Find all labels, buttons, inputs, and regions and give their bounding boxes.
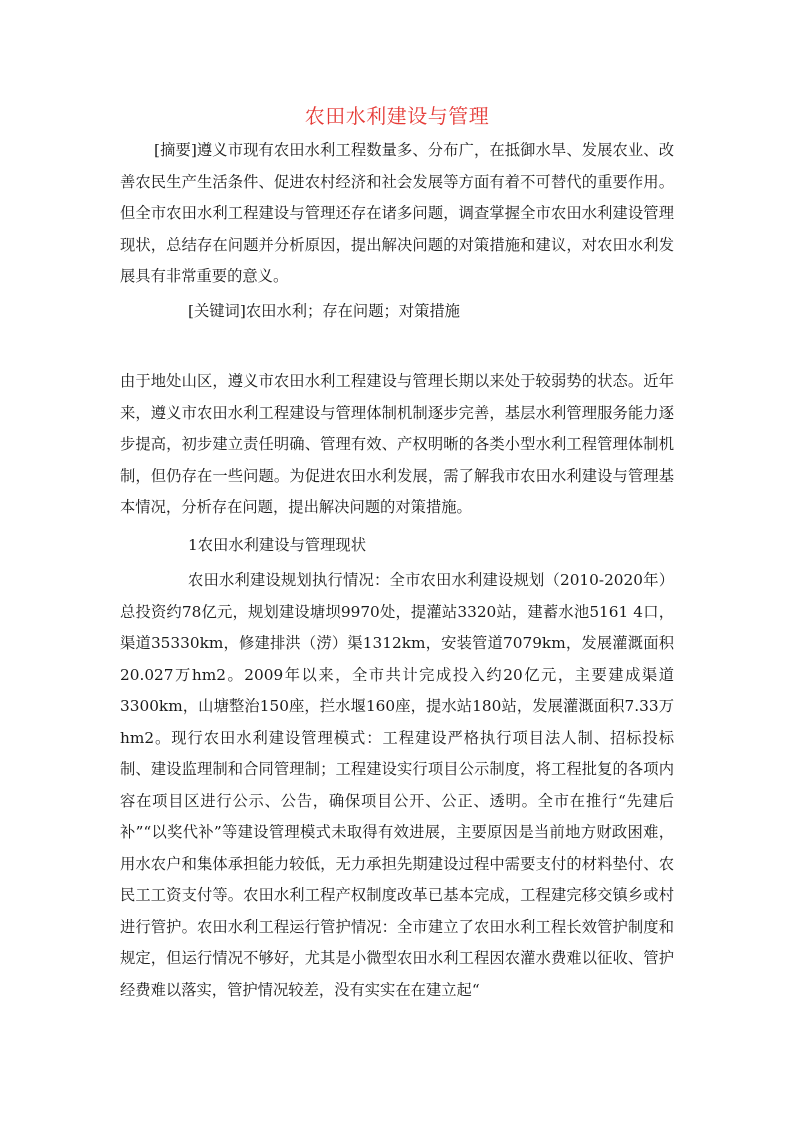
intro-paragraph: 由于地处山区，遵义市农田水利工程建设与管理长期以来处于较弱势的状态。近年来，遵义市农田水利工程建设与管理体制机制逐步完善，基层水利管理服务能力逐步提高，初步建立责任明确、管理有效、产权明晰的各类小型水利工程管理体制机制，但仍存在一些问题。为促进农田水利发展，需了解我市农田水利建设与管理基本情况，分析存在问题，提出解决问题的对策措施。 — [120, 372, 674, 516]
section-heading: 1农田水利建设与管理现状 — [188, 536, 366, 554]
body-paragraph: 农田水利建设规划执行情况：全市农田水利建设规划（2010-2020年）总投资约78亿元，规划建设塘坝9970处，提灌站3320站，建蓄水池5161 4口，渠道35330km，修建排洪（涝）渠1312km，安装管道7079km，发展灌溉面积20.027万hm2。2009年以来，全市共计完成投入约20亿元，主要建成渠道3300km，山塘整治150座，拦水堰160座，提水站180站，发展灌溉面积7.33万hm2。现行农田水利建设管理模式：工程建设严格执行项目法人制、招标投标制、建设监理制和合同管理制；工程建设实行项目公示制度，将工程批复的各项内容在项目区进行公示、公告，确保项目公开、公正、透明。全市在推行“先建后补”“以奖代补”等建设管理模式未取得有效进展，主要原因是当前地方财政困难，用水农户和集体承担能力较低，无力承担先期建设过程中需要支付的材料垫付、农民工工资支付等。农田水利工程产权制度改革已基本完成，工程建完移交镇乡或村进行管护。农田水利工程运行管护情况：全市建立了农田水利工程长效管护制度和规定，但运行情况不够好，尤其是小微型农田水利工程因农灌水费难以征收、管护经费难以落实，管护情况较差，没有实实在在建立起“ — [120, 571, 674, 999]
document-title: 农田水利建设与管理 — [304, 104, 490, 128]
abstract-paragraph: [摘要]遵义市现有农田水利工程数量多、分布广，在抵御水旱、发展农业、改善农民生产生活条件、促进农村经济和社会发展等方面有着不可替代的重要作用。但全市农田水利工程建设与管理还存在诸多问题，调查掌握全市农田水利建设管理现状，总结存在问题并分析原因，提出解决问题的对策措施和建议，对农田水利发展具有非常重要的意义。 — [120, 141, 674, 285]
keywords-line: [关键词]农田水利；存在问题；对策措施 — [188, 302, 460, 320]
